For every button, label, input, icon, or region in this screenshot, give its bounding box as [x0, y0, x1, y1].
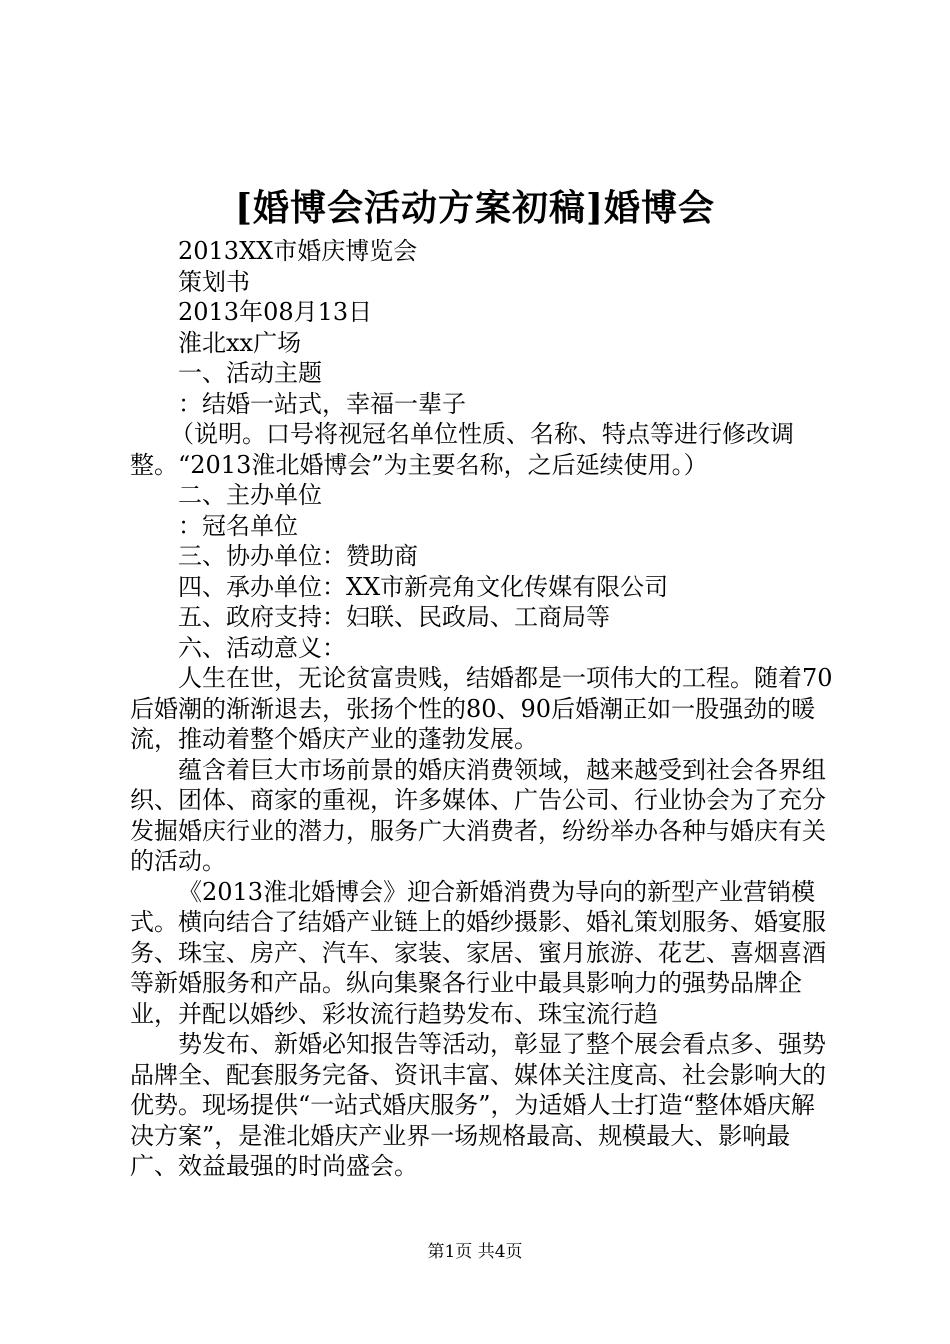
venue-line: 淮北xx广场 [178, 328, 302, 357]
government-support-line: 五、政府支持：妇联、民政局、工商局等 [178, 603, 610, 631]
host-line: ：冠名单位 [178, 511, 298, 540]
organizer-line: 四、承办单位：XX市新亮角文化传媒有限公司 [178, 572, 669, 601]
plan-label-line: 策划书 [178, 267, 250, 296]
document-body [130, 236, 836, 1182]
co-organizer-line: 三、协办单位：赞助商 [178, 542, 418, 570]
body-paragraph: 人生在世，无论贫富贵贱，结婚都是一项伟大的工程。随着70后婚潮的渐渐退去，张扬个性的80、90后婚潮正如一股强劲的暖流，推动着整个婚庆产业的蓬勃发展。 [130, 664, 833, 753]
document-title: [婚博会活动方案初稿]婚博会 [234, 187, 716, 229]
body-paragraph: 势发布、新婚必知报告等活动，彰显了整个展会看点多、强势品牌全、配套服务完备、资讯丰富、媒体关注度高、社会影响大的优势。现场提供“一站式婚庆服务”，为适婚人士打造“整体婚庆解决方案”，是淮北婚庆产业界一场规格最高、规模最大、影响最广、效益最强的时尚盛会。 [130, 1030, 826, 1180]
body-paragraph: 《2013淮北婚博会》迎合新婚消费为导向的新型产业营销模式。横向结合了结婚产业链上的婚纱摄影、婚礼策划服务、婚宴服务、珠宝、房产、汽车、家装、家居、蜜月旅游、花艺、喜烟喜酒等新婚服务和产品。纵向集聚各行业中最具影响力的强势品牌企业，并配以婚纱、彩妆流行趋势发布、珠宝流行趋 [130, 877, 826, 1028]
event-name-line: 2013XX市婚庆博览会 [178, 237, 418, 265]
page-number-footer: 第1页 共4页 [427, 1242, 523, 1262]
date-line: 2013年08月13日 [178, 298, 373, 326]
section-heading-host: 二、主办单位 [178, 481, 322, 509]
theme-slogan-line: ：结婚一站式，幸福一辈子 [178, 389, 466, 418]
theme-note-paragraph: （说明。口号将视冠名单位性质、名称、特点等进行修改调整。“2013淮北婚博会”为主要名称，之后延续使用。） [130, 420, 794, 479]
body-paragraph: 蕴含着巨大市场前景的婚庆消费领域，越来越受到社会各界组织、团体、商家的重视，许多媒体、广告公司、行业协会为了充分发掘婚庆行业的潜力，服务广大消费者，纷纷举办各种与婚庆有关的活动。 [130, 755, 826, 875]
section-heading-significance: 六、活动意义： [178, 633, 346, 662]
section-heading-theme: 一、活动主题 [178, 359, 322, 387]
